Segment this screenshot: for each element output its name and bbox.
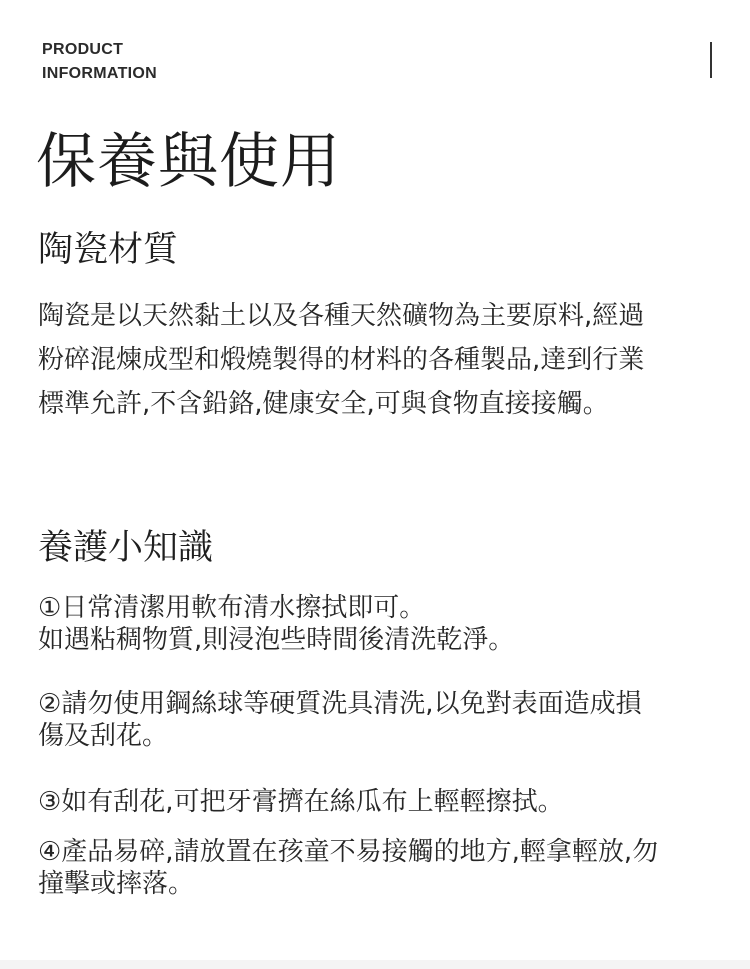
care-tip-3: ③如有刮花,可把牙膏擠在絲瓜布上輕輕擦拭。 bbox=[38, 787, 564, 817]
care-tips-heading: 養護小知識 bbox=[38, 528, 214, 568]
bottom-band bbox=[0, 960, 750, 969]
header-divider bbox=[710, 42, 712, 78]
care-tip-1: ①日常清潔用軟布清水擦拭即可。 如遇粘稠物質,則浸泡些時間後清洗乾淨。 bbox=[38, 593, 515, 655]
header-label-line-1: PRODUCT bbox=[42, 41, 124, 58]
material-description: 陶瓷是以天然黏土以及各種天然礦物為主要原料,經過 粉碎混煉成型和煅燒製得的材料的各種製品,達到行業 標準允許,不含鉛鉻,健康安全,可與食物直接接觸。 bbox=[38, 301, 645, 419]
care-tip-2: ②請勿使用鋼絲球等硬質洗具清洗,以免對表面造成損 傷及刮花。 bbox=[38, 689, 642, 751]
page-title: 保養與使用 bbox=[36, 127, 341, 197]
header-label-line-2: INFORMATION bbox=[42, 65, 157, 82]
product-information-label bbox=[42, 38, 242, 86]
material-heading: 陶瓷材質 bbox=[38, 230, 179, 270]
care-tip-4: ④產品易碎,請放置在孩童不易接觸的地方,輕拿輕放,勿 撞擊或摔落。 bbox=[38, 837, 659, 899]
